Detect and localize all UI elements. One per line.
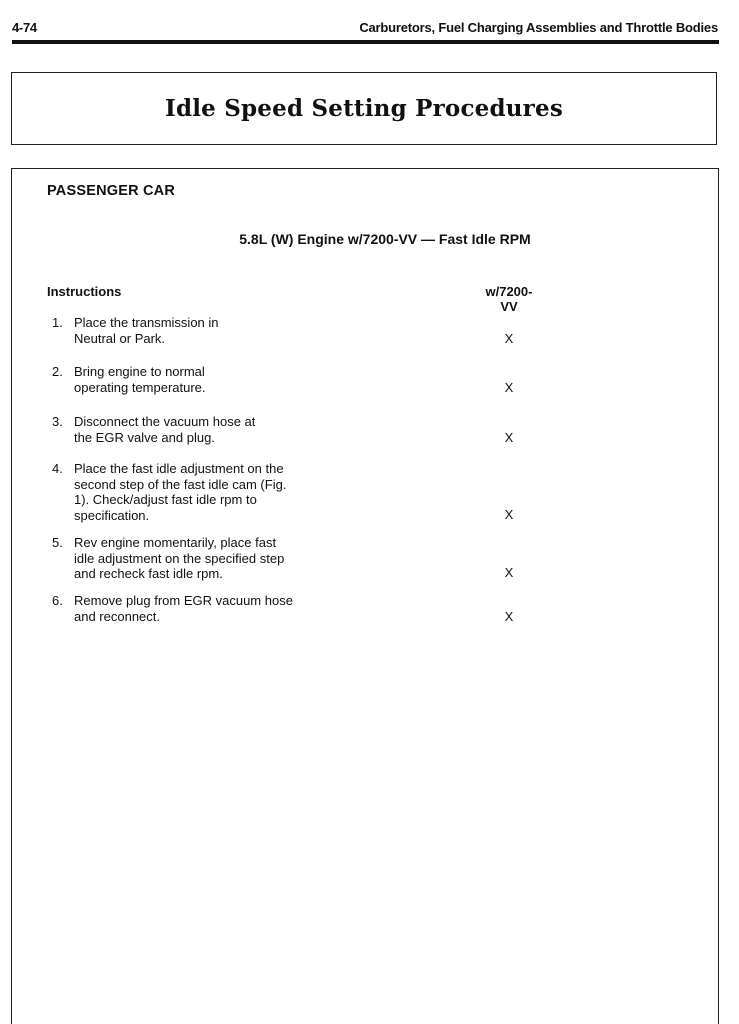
step-number: 2. bbox=[52, 364, 63, 379]
step-check-mark: X bbox=[504, 507, 514, 522]
page-number: 4-74 bbox=[12, 20, 37, 35]
procedure-panel bbox=[11, 168, 719, 1024]
step-check-mark: X bbox=[504, 331, 514, 346]
step-check-mark: X bbox=[504, 609, 514, 624]
page-title: Idle Speed Setting Procedures bbox=[164, 95, 563, 122]
header-rule bbox=[12, 40, 719, 44]
step-number: 1. bbox=[52, 315, 63, 330]
step-text: Disconnect the vacuum hose at the EGR valve and plug. bbox=[74, 414, 256, 445]
step-text: Place the fast idle adjustment on the second step of the fast idle cam (Fig. 1). Check/adjust fast idle rpm to specification. bbox=[74, 461, 287, 523]
procedure-title: 5.8L (W) Engine w/7200-VV — Fast Idle RPM bbox=[239, 231, 531, 247]
page-header bbox=[12, 18, 718, 40]
running-title: Carburetors, Fuel Charging Assemblies and Throttle Bodies bbox=[359, 20, 718, 35]
column-header-model: w/7200-VV bbox=[485, 284, 533, 314]
column-header-instructions: Instructions bbox=[47, 284, 122, 299]
step-text: Rev engine momentarily, place fast idle adjustment on the specified step and recheck fast idle rpm. bbox=[74, 535, 285, 581]
step-text: Bring engine to normal operating temperature. bbox=[74, 364, 206, 395]
step-number: 6. bbox=[52, 593, 63, 608]
step-text: Place the transmission in Neutral or Park. bbox=[74, 315, 219, 346]
step-number: 3. bbox=[52, 414, 63, 429]
step-check-mark: X bbox=[504, 430, 514, 445]
title-box bbox=[11, 72, 717, 145]
step-check-mark: X bbox=[504, 380, 514, 395]
step-number: 5. bbox=[52, 535, 63, 550]
step-number: 4. bbox=[52, 461, 63, 476]
section-heading: PASSENGER CAR bbox=[47, 183, 176, 199]
step-check-mark: X bbox=[504, 565, 514, 580]
step-text: Remove plug from EGR vacuum hose and reconnect. bbox=[74, 593, 293, 624]
